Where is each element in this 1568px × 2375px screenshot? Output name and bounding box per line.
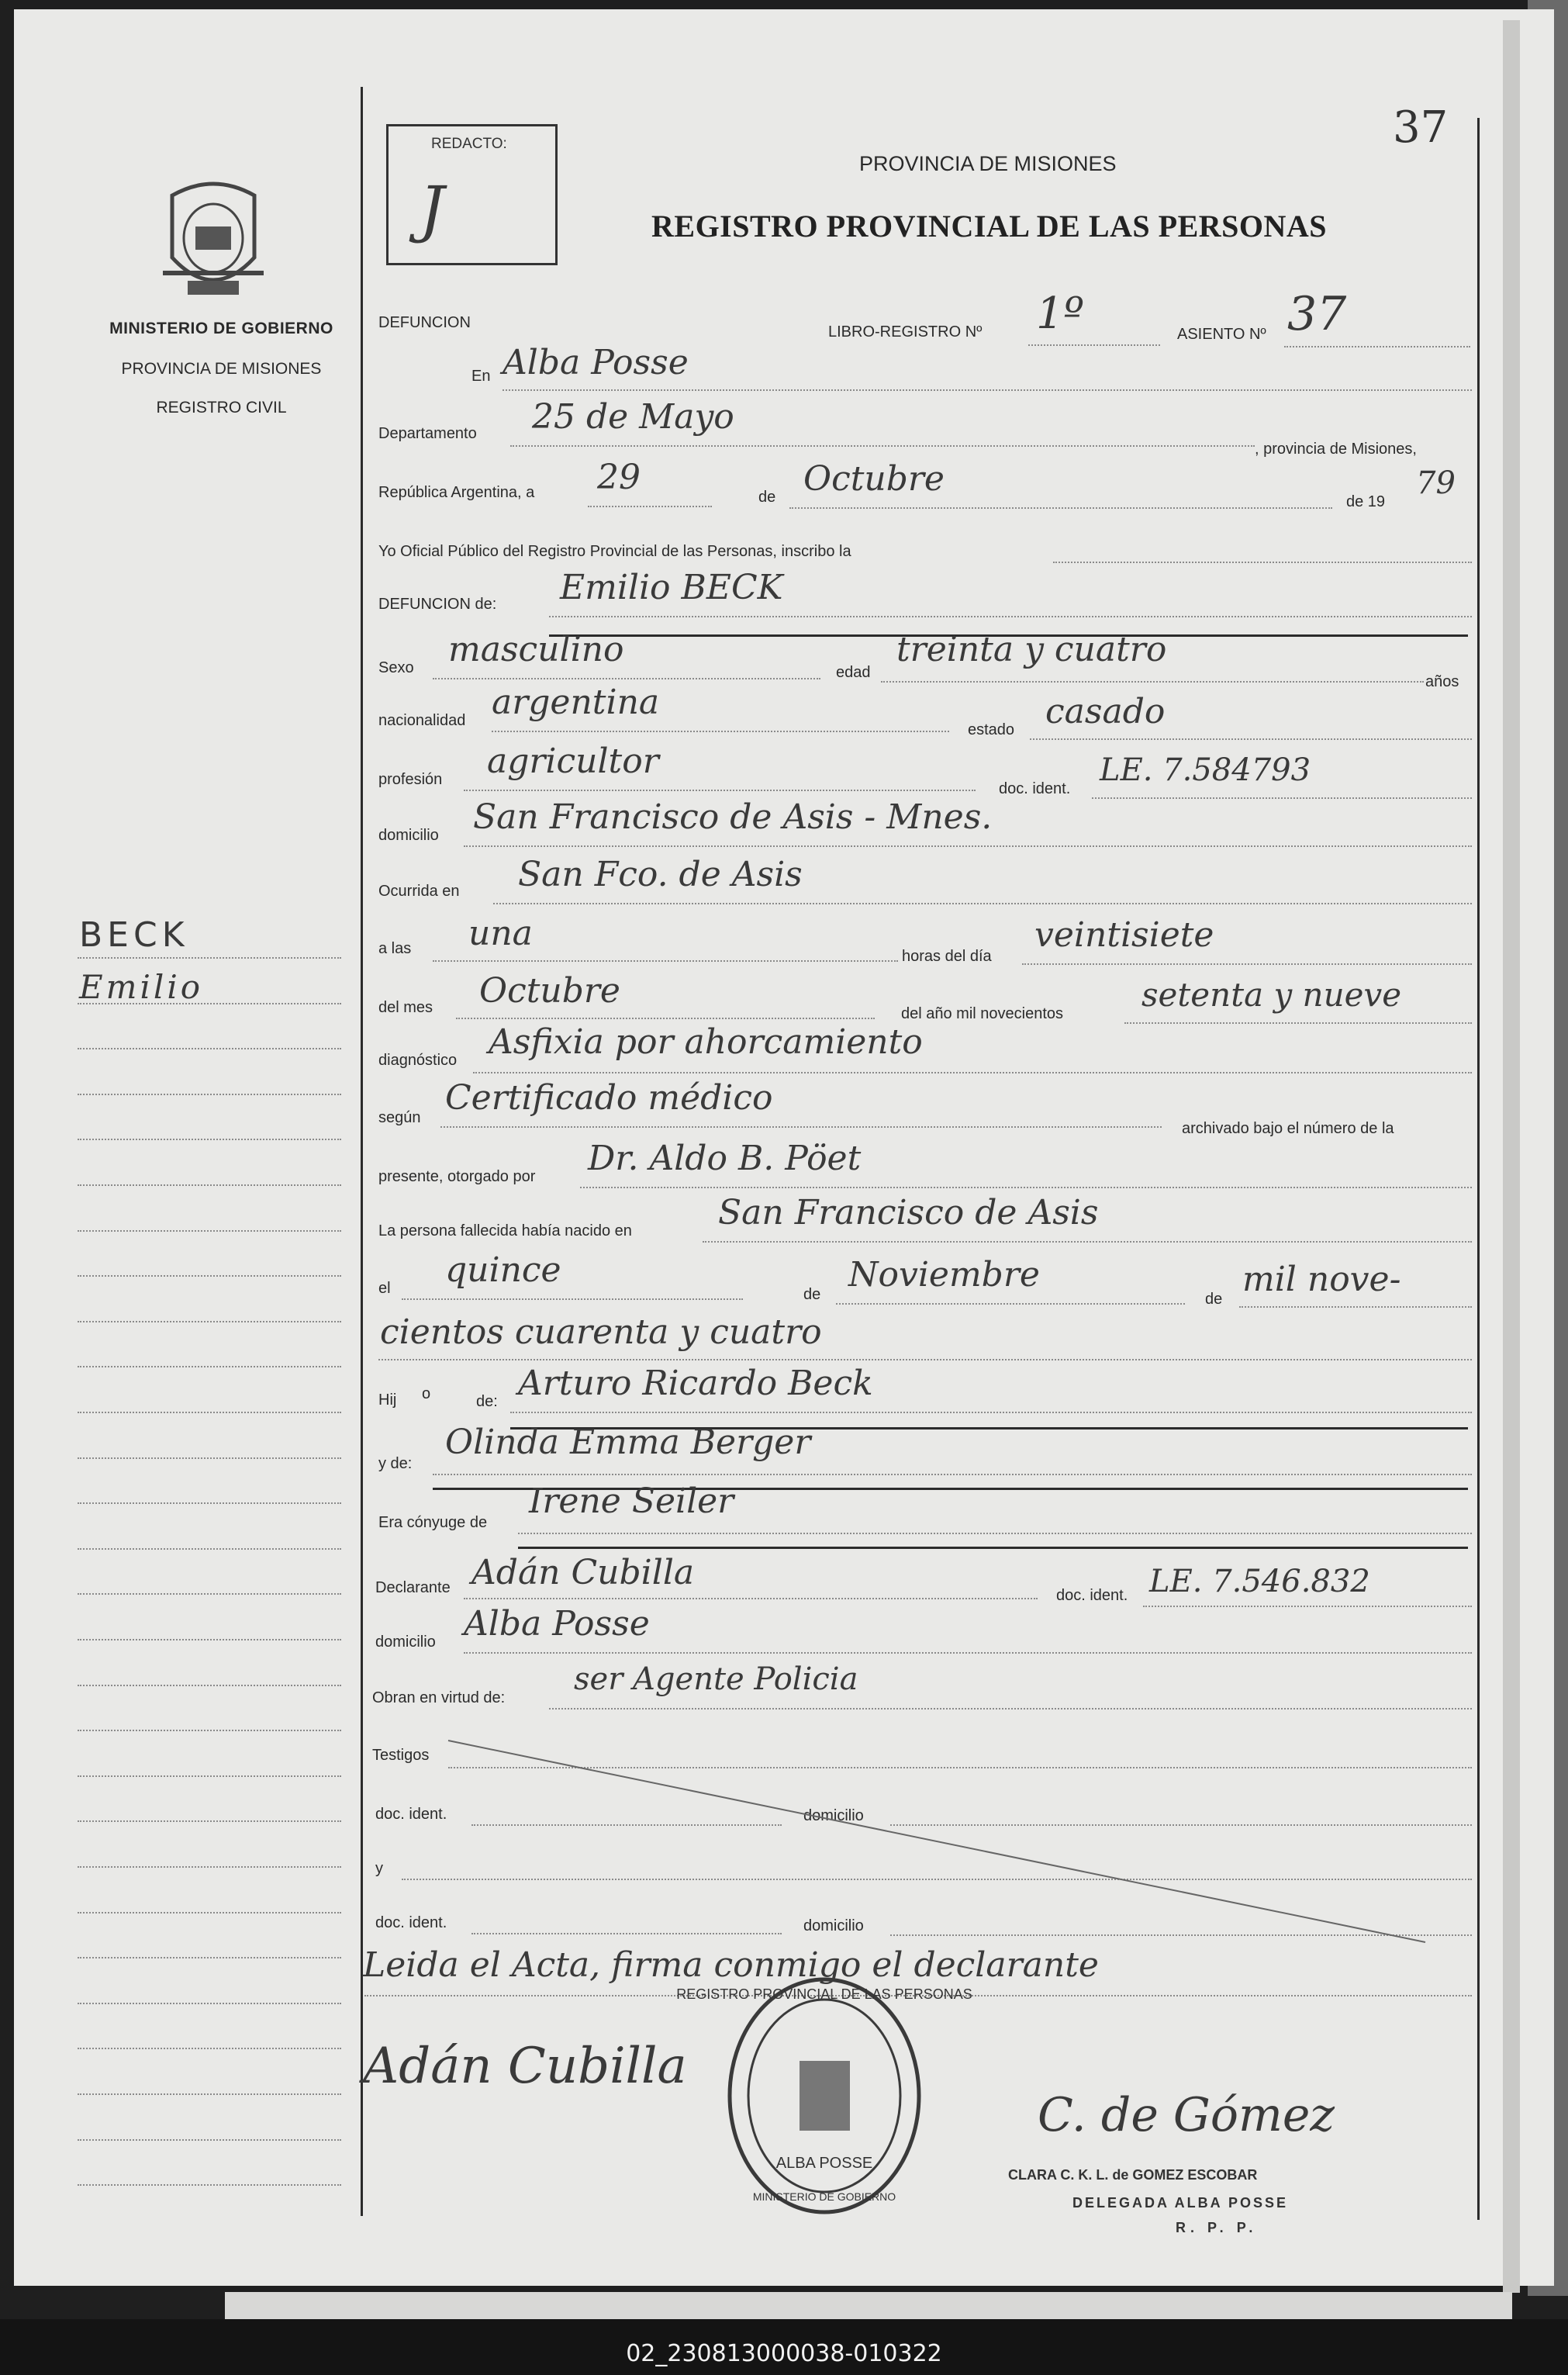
civil-registry-subheading: REGISTRO CIVIL [156, 399, 287, 417]
margin-line [78, 1730, 341, 1731]
declarante-value: Adán Cubilla [471, 1553, 695, 1592]
defuncion-de-value: Emilio BECK [560, 568, 783, 607]
margin-line [78, 1048, 341, 1049]
presente-line [580, 1187, 1472, 1188]
yo-oficial-text: Yo Oficial Público del Registro Provincial de las Personas, inscribo la [378, 543, 851, 560]
margin-surname: BECK [79, 915, 189, 955]
horas-value: veintisiete [1034, 915, 1214, 955]
asiento-value: 37 [1287, 287, 1347, 341]
domicilio-value: San Francisco de Asis - Mnes. [473, 797, 993, 837]
obran-label: Obran en virtud de: [372, 1689, 506, 1706]
nacionalidad-line [492, 731, 949, 732]
diagnostico-line [473, 1072, 1472, 1073]
sexo-line [433, 678, 820, 679]
margin-line [78, 2139, 341, 2141]
el-value: quince [445, 1250, 561, 1290]
doc-ident2-label: doc. ident. [1056, 1587, 1128, 1604]
republica-label: República Argentina, a [378, 484, 535, 501]
margin-line [78, 1957, 341, 1958]
margin-rule-right [1477, 118, 1480, 2220]
officer-signature: C. de Gómez [1038, 2088, 1335, 2142]
margin-line [78, 1457, 341, 1459]
profesion-value: agricultor [487, 742, 659, 781]
conyuge-rule [518, 1547, 1468, 1549]
dia-line [588, 506, 712, 507]
continuation-value: cientos cuarenta y cuatro [380, 1312, 822, 1352]
el-line [402, 1298, 743, 1300]
el-label: el [378, 1280, 391, 1297]
margin-line [78, 1003, 341, 1004]
officer-stamp-office: R. P. P. [1176, 2220, 1258, 2235]
asiento-line [1284, 346, 1470, 347]
archivado-label: archivado bajo el número de la [1182, 1120, 1394, 1137]
domicilio4-label: domicilio [803, 1917, 864, 1934]
margin-line [78, 1094, 341, 1095]
defuncion-label: DEFUNCION [378, 314, 471, 331]
province-title: PROVINCIA DE MISIONES [859, 152, 1117, 175]
margin-given-name: Emilio [79, 968, 204, 1006]
declarant-signature: Adán Cubilla [363, 2038, 687, 2095]
presente-label: presente, otorgado por [378, 1168, 536, 1185]
y-de-line [433, 1474, 1472, 1475]
domicilio2-label: domicilio [375, 1633, 436, 1651]
de3-value: mil nove- [1242, 1260, 1401, 1299]
hij-de-label: de: [476, 1393, 498, 1410]
doc-ident3-label: doc. ident. [375, 1806, 447, 1823]
document-page [14, 9, 1554, 2286]
redacto-initials: J [420, 173, 445, 245]
page-edge [1503, 20, 1520, 2293]
libro-label: LIBRO-REGISTRO Nº [828, 323, 983, 341]
provincia-suffix: , provincia de Misiones, [1255, 441, 1417, 458]
declarante-label: Declarante [375, 1579, 451, 1596]
obran-value: ser Agente Policia [574, 1661, 858, 1697]
margin-line [78, 2093, 341, 2095]
conyuge-label: Era cónyuge de [378, 1514, 488, 1531]
redacto-label: REDACTO: [431, 136, 507, 152]
image-caption: 02_230813000038-010322 [626, 2340, 942, 2367]
ocurrida-value: San Fco. de Asis [518, 855, 803, 894]
margin-line [78, 1912, 341, 1913]
hij-suffix: o [422, 1385, 431, 1402]
de2-label: de [803, 1286, 821, 1303]
y-de-label: y de: [378, 1455, 413, 1472]
province-subheading: PROVINCIA DE MISIONES [121, 360, 322, 378]
en-label: En [471, 368, 491, 385]
ocurrida-line [493, 903, 1472, 904]
margin-line [78, 2003, 341, 2004]
estado-value: casado [1045, 692, 1166, 731]
officer-stamp-name: CLARA C. K. L. de GOMEZ ESCOBAR [1008, 2167, 1258, 2183]
table-surface [225, 2292, 1512, 2323]
doc-ident-line [1092, 797, 1472, 799]
profesion-line [464, 790, 976, 791]
horas-label: horas del día [902, 948, 992, 965]
horas-line [1022, 963, 1472, 965]
de3-label: de [1205, 1291, 1223, 1308]
redacto-box [386, 124, 558, 265]
de2-line [836, 1303, 1185, 1305]
doc-ident-value: LE. 7.584793 [1100, 752, 1311, 788]
oval-seal-icon [676, 1976, 972, 2216]
de2-value: Noviembre [848, 1255, 1040, 1295]
doc-ident4-label: doc. ident. [375, 1914, 447, 1931]
officer-stamp-title: DELEGADA ALBA POSSE [1072, 2195, 1289, 2211]
anio-mil-label: del año mil novecientos [901, 1005, 1064, 1022]
diagnostico-label: diagnóstico [378, 1052, 458, 1069]
doc-ident2-value: LE. 7.546.832 [1149, 1564, 1370, 1599]
anios-label: años [1425, 673, 1459, 690]
hij-label: Hij [378, 1391, 397, 1409]
departamento-label: Departamento [378, 425, 477, 442]
a-las-line [433, 960, 898, 962]
seal-outer-text: REGISTRO PROVINCIAL DE LAS PERSONAS [676, 1986, 972, 2002]
diagnostico-value: Asfixia por ahorcamiento [489, 1022, 923, 1062]
continuation-line [378, 1359, 1472, 1360]
margin-line [78, 1820, 341, 1822]
margin-line [78, 1775, 341, 1777]
departamento-value: 25 de Mayo [532, 397, 734, 437]
margin-line [78, 1230, 341, 1232]
sexo-value: masculino [448, 630, 624, 669]
nacionalidad-value: argentina [492, 683, 660, 722]
registry-title: REGISTRO PROVINCIAL DE LAS PERSONAS [651, 209, 1328, 244]
declarante-line [464, 1598, 1038, 1599]
en-line [503, 389, 1472, 391]
mes-line [789, 507, 1332, 509]
anio-mil-line [1124, 1022, 1472, 1024]
del-mes-label: del mes [378, 999, 433, 1016]
ministry-heading: MINISTERIO DE GOBIERNO [109, 320, 333, 337]
margin-line [78, 1685, 341, 1686]
doc-ident2-line [1143, 1606, 1472, 1607]
domicilio2-value: Alba Posse [464, 1604, 650, 1644]
margin-line [78, 1502, 341, 1504]
margin-line [78, 1184, 341, 1186]
y-de-value: Olinda Emma Berger [445, 1423, 811, 1462]
margin-line [78, 1593, 341, 1595]
margin-line [78, 2048, 341, 2049]
segun-value: Certificado médico [445, 1078, 773, 1118]
edad-label: edad [836, 664, 871, 681]
libro-value: 1º [1036, 289, 1084, 339]
dia-value: 29 [597, 458, 641, 497]
margin-line [78, 1412, 341, 1413]
coat-of-arms-icon [157, 172, 270, 302]
segun-line [440, 1126, 1162, 1128]
page-number: 37 [1393, 102, 1449, 153]
domicilio-line [464, 845, 1472, 847]
conyuge-value: Irene Seiler [529, 1481, 734, 1521]
margin-line [78, 1321, 341, 1322]
testigos-label: Testigos [372, 1747, 430, 1764]
estado-line [1030, 738, 1472, 740]
domicilio2-line [464, 1652, 1472, 1654]
profesion-label: profesión [378, 771, 443, 788]
closing-value: Leida el Acta, firma conmigo el declarante [363, 1945, 1099, 1985]
edad-line [881, 681, 1424, 683]
edad-value: treinta y cuatro [896, 630, 1167, 669]
strike-line [433, 1725, 1433, 1958]
defuncion-de-label: DEFUNCION de: [378, 596, 497, 613]
margin-line [78, 2184, 341, 2186]
mes-value: Octubre [803, 459, 945, 499]
de-label: de [758, 489, 776, 506]
domicilio-label: domicilio [378, 827, 439, 844]
segun-label: según [378, 1109, 421, 1126]
asiento-label: ASIENTO Nº [1177, 326, 1266, 343]
conyuge-line [518, 1533, 1472, 1534]
a-las-value: una [468, 914, 533, 953]
del-mes-line [456, 1018, 875, 1019]
obran-line [549, 1708, 1472, 1710]
defuncion-de-line [549, 616, 1472, 617]
a-las-label: a las [378, 940, 412, 957]
seal-inner-text: ALBA POSSE [775, 2155, 873, 2172]
yo-oficial-line [1053, 562, 1472, 563]
del-mes-value: Octubre [479, 971, 620, 1011]
hij-line [510, 1412, 1472, 1413]
de19-label: de 19 [1346, 493, 1386, 510]
margin-line [78, 957, 341, 959]
seal-bottom-text: MINISTERIO DE GOBIERNO [752, 2190, 896, 2203]
margin-line [78, 1639, 341, 1640]
libro-line [1028, 344, 1160, 346]
anio-value: 79 [1416, 465, 1456, 501]
nacido-line [703, 1241, 1472, 1243]
nacido-label: La persona fallecida había nacido en [378, 1222, 632, 1239]
nacido-value: San Francisco de Asis [718, 1193, 1099, 1232]
hij-value: Arturo Ricardo Beck [518, 1364, 873, 1403]
de3-line [1239, 1306, 1472, 1308]
margin-line [78, 1139, 341, 1140]
y-label: y [375, 1860, 383, 1877]
presente-value: Dr. Aldo B. Pöet [588, 1139, 862, 1178]
domicilio3-label: domicilio [803, 1807, 864, 1824]
doc-ident-label: doc. ident. [999, 780, 1071, 797]
departamento-line [510, 445, 1255, 447]
margin-line [78, 1548, 341, 1550]
estado-label: estado [968, 721, 1015, 738]
margin-line [78, 1866, 341, 1868]
margin-line [78, 1275, 341, 1277]
anio-mil-value: setenta y nueve [1141, 976, 1402, 1014]
margin-line [78, 1366, 341, 1367]
en-value: Alba Posse [503, 343, 689, 382]
nacionalidad-label: nacionalidad [378, 712, 466, 729]
ocurrida-label: Ocurrida en [378, 883, 460, 900]
sexo-label: Sexo [378, 659, 414, 676]
